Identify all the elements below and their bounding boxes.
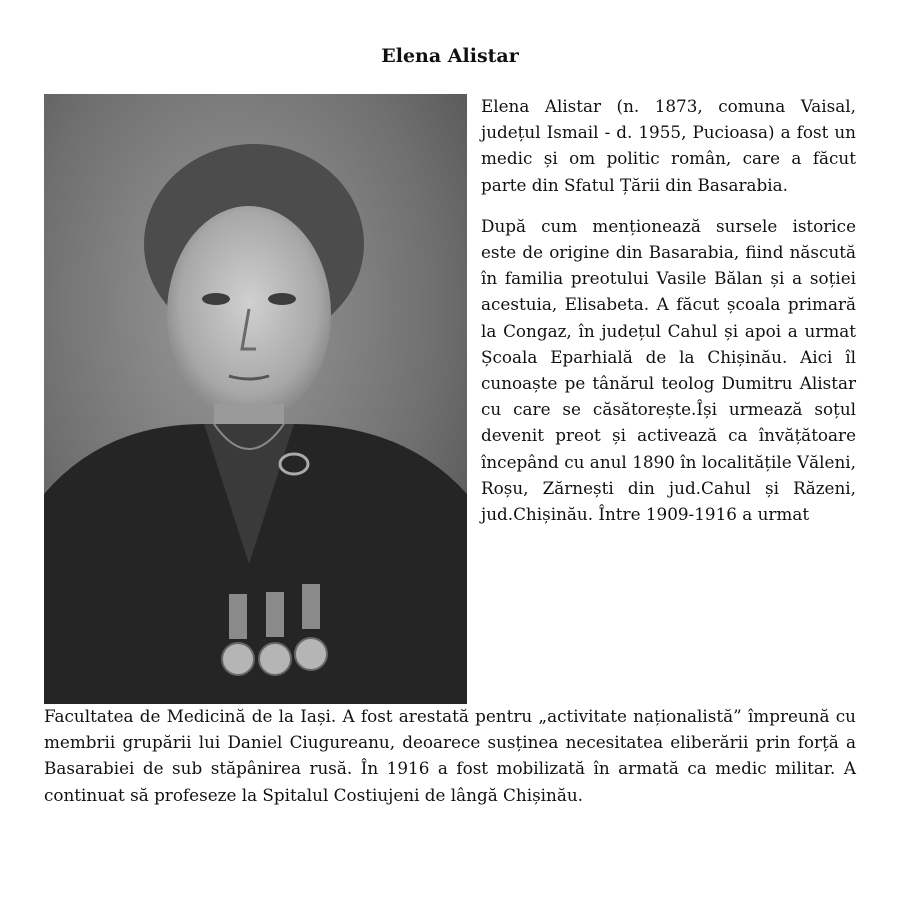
biography-paragraph-part2: Facultatea de Medicină de la Iași. A fost arestată pentru „activitate naționalistă” împreună cu membrii grupării lui Daniel Ciugureanu, deoarece susținea necesitatea eliberării prin forță a Basarabiei de sub stăpânirea rusă. În 1916 a fost mobilizată în armată ca medic militar. A continuat să profeseze la Spitalul Costiujeni de lângă Chișinău. [44, 706, 856, 805]
intro-paragraph: Elena Alistar (n. 1873, comuna Vaisal, județul Ismail - d. 1955, Pucioasa) a fost un medic și om politic român, care a făcut parte din Sfatul Țării din Basarabia. [481, 96, 856, 195]
biography-paragraph-part1: După cum menționează sursele istorice este de origine din Basarabia, fiind născută în familia preotului Vasile Bălan și a soției acestuia, Elisabeta. A făcut școala primară la Congaz, în județul Cahul și apoi a urmat Școala Eparhială de la Chișinău. Aici îl cunoaște pe tânărul teolog Dumitru Alistar cu care se căsătorește.Își urmează soțul devenit preot și activează ca învățătoare începând cu anul 1890 în localitățile Văleni, Roșu, Zărnești din jud.Cahul și Răzeni, jud.Chișinău. Între 1909-1916 a urmat [481, 215, 856, 525]
full-width-text [44, 703, 856, 808]
right-text-column [481, 93, 856, 542]
portrait-image [44, 94, 467, 704]
page-title: Elena Alistar [381, 45, 519, 67]
portrait-photo [44, 94, 467, 704]
